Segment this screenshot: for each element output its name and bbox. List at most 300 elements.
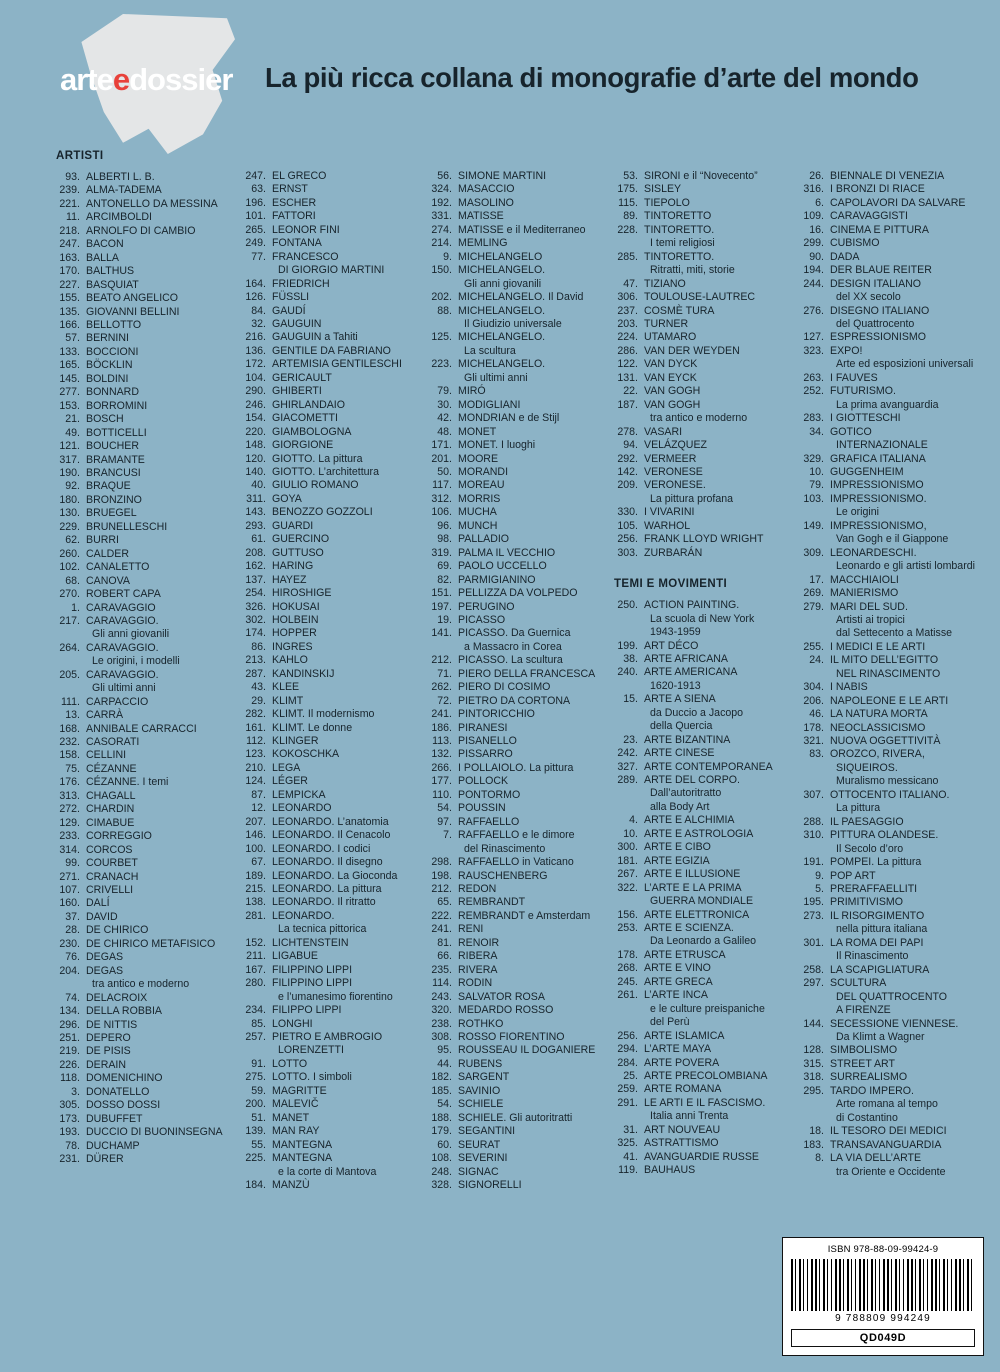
item-title: CARAVAGGIO — [86, 601, 156, 614]
item-number: 260. — [59, 547, 80, 560]
item-title: SIGNAC — [458, 1165, 499, 1178]
item-title: VELÁZQUEZ — [644, 439, 707, 452]
list-item — [614, 291, 800, 304]
item-title: LOTTO. I simboli — [272, 1071, 352, 1084]
list-item-continuation: Gli ultimi anni — [464, 371, 528, 384]
list-item — [242, 1139, 428, 1152]
logo-arte: arte — [60, 62, 113, 97]
item-title: PISSARRO — [458, 748, 513, 761]
list-item — [428, 587, 614, 600]
item-title: VAN DER WEYDEN — [644, 344, 740, 357]
list-item — [428, 856, 614, 869]
list-item — [614, 358, 800, 371]
list-item — [614, 305, 800, 318]
list-item — [242, 681, 428, 694]
item-number: 185. — [431, 1084, 452, 1097]
list-item — [428, 385, 614, 398]
item-number: 51. — [251, 1111, 266, 1124]
list-item-continuation: Arte ed esposizioni universali — [836, 358, 974, 371]
list-item-continuation: Da Leonardo a Galileo — [650, 935, 757, 948]
item-number: 18. — [809, 1125, 824, 1138]
item-number: 19. — [437, 613, 452, 626]
item-number: 280. — [245, 977, 266, 990]
list-item — [56, 1126, 242, 1139]
list-item — [56, 400, 242, 413]
item-number: 115. — [618, 196, 638, 209]
list-item — [428, 735, 614, 748]
item-title: MATISSE — [458, 210, 504, 223]
item-number: 202. — [431, 291, 452, 304]
item-number: 241. — [431, 708, 452, 721]
item-number: 317. — [59, 453, 80, 466]
list-item — [56, 332, 242, 345]
item-number: 304. — [803, 681, 824, 694]
list-item — [428, 1125, 614, 1138]
item-title: CORREGGIO — [86, 830, 152, 843]
list-item — [800, 547, 986, 560]
list-item — [242, 950, 428, 963]
list-item-continuation: NEL RINASCIMENTO — [836, 667, 941, 680]
item-number: 261. — [617, 989, 638, 1002]
item-number: 327. — [617, 760, 638, 773]
item-title: HOLBEIN — [272, 613, 319, 626]
list-item — [242, 937, 428, 950]
item-number: 38. — [623, 652, 638, 665]
list-item — [56, 238, 242, 251]
item-number: 8. — [815, 1152, 824, 1165]
list-item — [56, 346, 242, 359]
item-title: BELLOTTO — [86, 318, 142, 331]
list-item — [56, 1032, 242, 1045]
list-item — [56, 279, 242, 292]
item-title: L’ARTE MAYA — [644, 1043, 712, 1056]
list-item — [56, 1059, 242, 1072]
list-item — [242, 439, 428, 452]
item-number: 28. — [65, 924, 80, 937]
list-item — [428, 937, 614, 950]
list-item — [56, 265, 242, 278]
list-item — [614, 1097, 800, 1110]
item-number: 271. — [59, 870, 80, 883]
item-title: DEGAS — [86, 964, 124, 977]
list-item — [800, 372, 986, 385]
list-item — [614, 1070, 800, 1083]
list-item — [428, 251, 614, 264]
item-title: LEONARDO. L’anatomia — [272, 815, 389, 828]
list-item — [242, 506, 428, 519]
item-number: 29. — [251, 694, 266, 707]
list-item — [614, 1057, 800, 1070]
item-number: 88. — [437, 304, 452, 317]
list-item — [428, 466, 614, 479]
item-title: MATISSE e il Mediterraneo — [458, 223, 586, 236]
item-title: LEONARDO. — [272, 909, 335, 922]
item-title: PALMA IL VECCHIO — [458, 546, 556, 559]
item-title: GIULIO ROMANO — [272, 479, 359, 492]
item-title: CANALETTO — [86, 561, 150, 574]
item-title: PICASSO — [458, 613, 506, 626]
item-title: DISEGNO ITALIANO — [830, 304, 930, 317]
item-number: 127. — [803, 331, 824, 344]
list-item — [56, 1045, 242, 1058]
item-number: 250. — [617, 599, 638, 612]
item-title: ZURBARÁN — [644, 546, 703, 559]
item-number: 25. — [623, 1070, 638, 1082]
item-title: MORANDI — [458, 465, 509, 478]
item-number: 200. — [245, 1098, 266, 1111]
item-number: 23. — [623, 733, 638, 746]
item-title: PIERO DI COSIMO — [458, 681, 551, 694]
list-item-continuation: Dall’autoritratto — [650, 787, 722, 800]
item-title: SEVERINI — [458, 1152, 508, 1165]
item-number: 238. — [431, 1017, 452, 1030]
item-number: 126. — [245, 291, 266, 304]
list-item — [428, 506, 614, 519]
item-number: 269. — [803, 587, 824, 600]
list-item — [56, 817, 242, 830]
item-title: LA NATURA MORTA — [830, 708, 928, 721]
item-title: FILIPPINO LIPPI — [272, 963, 353, 976]
item-title: CANOVA — [86, 574, 130, 587]
item-title: MICHELANGELO. Il David — [458, 291, 584, 304]
item-number: 99. — [65, 857, 80, 870]
item-number: 262. — [431, 681, 452, 694]
item-title: I BRONZI DI RIACE — [830, 183, 925, 196]
item-number: 152. — [245, 936, 266, 949]
item-title: NAPOLEONE E LE ARTI — [830, 694, 949, 707]
list-item — [614, 439, 800, 452]
item-number: 136. — [245, 344, 266, 357]
item-title: MICHELANGELO — [458, 250, 543, 263]
list-item-continuation: Il Secolo d’oro — [836, 842, 904, 855]
item-number: 154. — [245, 412, 266, 425]
item-title: LEONARDO — [272, 802, 332, 815]
list-item — [242, 1152, 428, 1165]
list-item — [800, 331, 986, 344]
list-item-continuation: del Rinascimento — [464, 842, 546, 855]
list-item — [614, 385, 800, 398]
item-number: 71. — [437, 667, 452, 680]
list-item — [614, 278, 800, 291]
list-item — [428, 789, 614, 802]
list-item — [614, 224, 800, 237]
list-item — [242, 829, 428, 842]
item-number: 292. — [617, 452, 638, 465]
list-item — [800, 708, 986, 721]
list-item-continuation: Gli anni giovanili — [464, 277, 542, 290]
item-title: OTTOCENTO ITALIANO. — [830, 788, 950, 801]
item-title: RAFFAELLO — [458, 815, 520, 828]
list-item — [614, 506, 800, 519]
list-item — [428, 1179, 614, 1192]
list-item — [428, 775, 614, 788]
item-number: 191. — [803, 856, 824, 869]
list-item — [800, 385, 986, 398]
list-item — [56, 965, 242, 978]
item-title: TURNER — [644, 317, 689, 330]
item-title: BURRI — [86, 534, 119, 547]
list-item — [56, 521, 242, 534]
themes-list-1 — [614, 599, 800, 1177]
list-item — [428, 748, 614, 761]
item-title: SIMONE MARTINI — [458, 170, 547, 182]
item-title: EXPO! — [830, 344, 863, 357]
list-item — [614, 841, 800, 854]
item-title: RENOIR — [458, 936, 500, 949]
list-item — [614, 1124, 800, 1137]
list-item — [428, 668, 614, 681]
list-item-continuation: della Quercia — [650, 720, 713, 733]
item-title: ARTE E ILLUSIONE — [644, 868, 741, 881]
item-title: IMPRESSIONISMO, — [830, 519, 927, 532]
item-number: 162. — [245, 560, 266, 573]
item-title: CARAVAGGIO. — [86, 641, 159, 654]
item-number: 187. — [617, 398, 638, 411]
item-number: 189. — [245, 869, 266, 882]
page-header — [0, 0, 1000, 150]
item-number: 117. — [432, 479, 452, 492]
list-item — [56, 292, 242, 305]
item-title: LÉGER — [272, 775, 308, 788]
item-title: PERUGINO — [458, 600, 515, 613]
list-item-continuation: Ritratti, miti, storie — [650, 264, 735, 277]
item-number: 284. — [617, 1056, 638, 1069]
list-item-continuation: tra antico e moderno — [650, 412, 748, 425]
item-number: 21. — [65, 413, 80, 426]
list-item — [242, 654, 428, 667]
item-number: 96. — [437, 519, 452, 532]
item-title: ARTE E CIBO — [644, 841, 711, 854]
item-number: 123. — [245, 748, 266, 761]
item-number: 120. — [245, 452, 266, 465]
item-number: 224. — [617, 331, 638, 344]
item-number: 249. — [245, 237, 266, 250]
item-number: 318. — [803, 1071, 824, 1084]
list-item — [614, 399, 800, 412]
item-number: 83. — [809, 748, 824, 761]
item-number: 206. — [803, 694, 824, 707]
item-number: 166. — [59, 318, 80, 331]
item-title: GAUDÍ — [272, 304, 306, 317]
item-title: TINTORETTO — [644, 210, 712, 223]
list-item — [800, 520, 986, 533]
item-number: 212. — [431, 654, 452, 667]
item-number: 203. — [617, 317, 638, 330]
item-title: GHIBERTI — [272, 385, 322, 398]
item-title: PIETRO DA CORTONA — [458, 694, 571, 707]
item-title: LEONARDO. Il Cenacolo — [272, 829, 391, 842]
item-title: ANNIBALE CARRACCI — [86, 722, 197, 735]
item-title: ESPRESSIONISMO — [830, 331, 926, 344]
item-title: LA SCAPIGLIATURA — [830, 963, 930, 976]
item-number: 314. — [59, 843, 80, 856]
item-title: CARAVAGGIO. — [86, 614, 159, 627]
list-item — [614, 976, 800, 989]
item-number: 264. — [59, 641, 80, 654]
item-title: BOSCH — [86, 413, 124, 426]
item-number: 31. — [623, 1123, 638, 1136]
item-number: 148. — [245, 439, 266, 452]
list-item — [428, 358, 614, 371]
item-number: 69. — [437, 560, 452, 573]
list-item-continuation: DI GIORGIO MARTINI — [278, 264, 385, 277]
item-number: 201. — [431, 452, 452, 465]
item-number: 62. — [65, 534, 80, 547]
list-item — [56, 306, 242, 319]
list-item — [56, 709, 242, 722]
list-item-continuation: del Quattrocento — [836, 317, 915, 330]
item-number: 298. — [431, 856, 452, 869]
list-item — [428, 870, 614, 883]
item-number: 106. — [431, 506, 452, 519]
item-title: BAUHAUS — [644, 1164, 696, 1177]
list-item — [56, 1140, 242, 1153]
item-number: 56. — [437, 170, 452, 182]
item-title: CALDER — [86, 547, 129, 560]
item-title: BENOZZO GOZZOLI — [272, 506, 373, 519]
item-title: RIBERA — [458, 950, 498, 963]
item-number: 13. — [65, 709, 80, 722]
item-title: L’ARTE E LA PRIMA — [644, 881, 742, 894]
list-item — [242, 453, 428, 466]
item-number: 221. — [59, 197, 80, 210]
item-number: 46. — [809, 708, 824, 721]
list-item — [800, 964, 986, 977]
item-number: 104. — [245, 371, 266, 384]
list-item — [428, 331, 614, 344]
item-title: BOLDINI — [86, 372, 129, 385]
item-title: ARNOLFO DI CAMBIO — [86, 224, 196, 237]
list-item — [56, 413, 242, 426]
artist-list-2 — [242, 170, 428, 1192]
item-title: GIOTTO. L’architettura — [272, 465, 379, 478]
item-number: 100. — [245, 842, 266, 855]
list-item — [242, 358, 428, 371]
list-item — [242, 762, 428, 775]
list-item — [56, 467, 242, 480]
list-item — [56, 924, 242, 937]
list-item — [242, 560, 428, 573]
item-title: MICHELANGELO. — [458, 358, 546, 371]
item-title: RODIN — [458, 977, 493, 990]
item-number: 170. — [59, 265, 80, 278]
list-item — [800, 224, 986, 237]
item-title: ARTE AFRICANA — [644, 652, 728, 665]
item-title: DOMENICHINO — [86, 1072, 163, 1085]
list-item-continuation: del Perù — [650, 1016, 690, 1029]
item-number: 135. — [59, 305, 80, 318]
item-number: 265. — [245, 223, 266, 236]
item-number: 89. — [623, 210, 638, 223]
item-title: VERMEER — [644, 452, 697, 465]
item-number: 158. — [59, 749, 80, 762]
logo-text — [60, 62, 232, 98]
item-number: 205. — [59, 668, 80, 681]
item-number: 128. — [803, 1044, 824, 1057]
item-number: 324. — [431, 183, 452, 196]
list-item — [242, 197, 428, 210]
list-item — [614, 653, 800, 666]
item-title: BOTTICELLI — [86, 426, 147, 439]
list-item — [428, 816, 614, 829]
artist-list-1 — [56, 171, 242, 1167]
list-item — [242, 1018, 428, 1031]
list-item — [56, 1072, 242, 1085]
item-title: DESIGN ITALIANO — [830, 277, 922, 290]
column-2 — [242, 150, 428, 1192]
item-number: 176. — [59, 776, 80, 789]
item-number: 227. — [59, 278, 80, 291]
item-number: 266. — [431, 761, 452, 774]
item-number: 272. — [59, 803, 80, 816]
item-number: 300. — [617, 841, 638, 854]
list-item — [242, 426, 428, 439]
item-title: LE ARTI E IL FASCISMO. — [644, 1096, 766, 1109]
item-title: LIGABUE — [272, 950, 318, 963]
list-item — [800, 1018, 986, 1031]
item-title: HIROSHIGE — [272, 587, 332, 600]
list-item — [614, 1030, 800, 1043]
list-item — [56, 252, 242, 265]
item-title: MONDRIAN e de Stijl — [458, 412, 560, 425]
list-item — [428, 627, 614, 640]
item-title: BRAMANTE — [86, 453, 145, 466]
item-title: VERONESE. — [644, 479, 706, 492]
list-item — [242, 224, 428, 237]
artist-list-3 — [428, 170, 614, 1192]
list-item — [428, 439, 614, 452]
item-number: 91. — [251, 1057, 266, 1070]
item-number: 316. — [803, 183, 824, 196]
item-number: 12. — [251, 802, 266, 815]
list-item — [428, 237, 614, 250]
item-title: PIERO DELLA FRANCESCA — [458, 667, 596, 680]
item-number: 98. — [437, 533, 452, 546]
item-number: 55. — [251, 1138, 266, 1151]
item-title: MALEVIČ — [272, 1098, 319, 1111]
item-number: 199. — [617, 639, 638, 652]
item-number: 325. — [617, 1137, 638, 1150]
list-item — [614, 170, 800, 183]
item-number: 17. — [809, 573, 824, 586]
list-item — [56, 427, 242, 440]
item-title: MANTEGNA — [272, 1138, 333, 1151]
list-item — [56, 440, 242, 453]
list-item — [242, 1004, 428, 1017]
list-item-continuation: e l’umanesimo fiorentino — [278, 990, 393, 1003]
item-number: 168. — [59, 722, 80, 735]
list-item — [428, 1139, 614, 1152]
item-title: MAGRITTE — [272, 1084, 327, 1097]
item-number: 59. — [251, 1084, 266, 1097]
item-title: LEONARDO. I codici — [272, 842, 371, 855]
item-number: 277. — [59, 386, 80, 399]
item-title: LEONARDO. La Gioconda — [272, 869, 398, 882]
item-number: 256. — [617, 1029, 638, 1042]
list-item — [242, 695, 428, 708]
list-item-continuation: La pittura — [836, 802, 881, 815]
list-item — [428, 883, 614, 896]
item-title: FILIPPO LIPPI — [272, 1004, 342, 1017]
item-number: 212. — [431, 883, 452, 896]
item-title: REMBRANDT e Amsterdam — [458, 909, 591, 922]
list-item — [242, 708, 428, 721]
item-number: 42. — [437, 412, 452, 425]
list-item — [56, 575, 242, 588]
item-title: LA VIA DELL’ARTE — [830, 1152, 922, 1165]
list-item — [614, 599, 800, 612]
item-number: 151. — [431, 587, 452, 600]
